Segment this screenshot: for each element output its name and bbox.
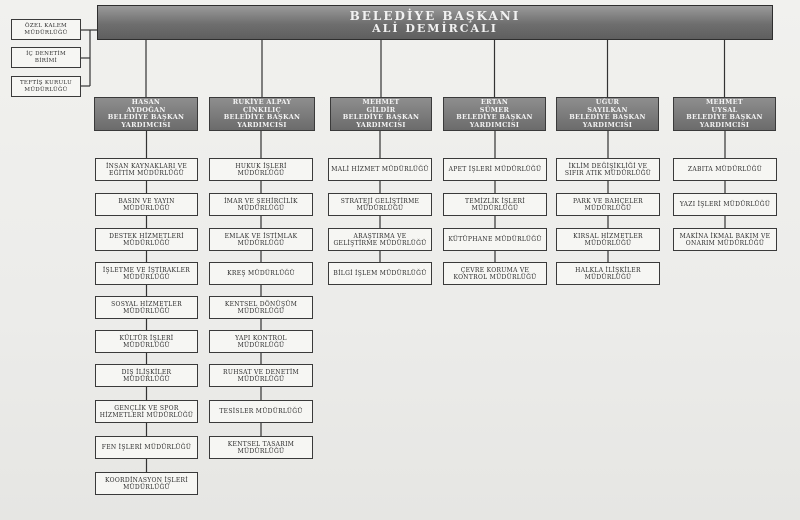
mayor-box[interactable] bbox=[97, 5, 773, 40]
unit-box[interactable]: KENTSEL DÖNÜŞÜM MÜDÜRLÜĞÜ bbox=[209, 296, 313, 319]
unit-box[interactable]: TESİSLER MÜDÜRLÜĞÜ bbox=[209, 400, 313, 423]
unit-box[interactable]: HUKUK İŞLERİ MÜDÜRLÜĞÜ bbox=[209, 158, 313, 181]
unit-box[interactable]: TEMİZLİK İŞLERİ MÜDÜRLÜĞÜ bbox=[443, 193, 547, 216]
unit-box[interactable]: EMLAK VE İSTİMLAK MÜDÜRLÜĞÜ bbox=[209, 228, 313, 251]
unit-box[interactable]: BASIN VE YAYIN MÜDÜRLÜĞÜ bbox=[95, 193, 198, 216]
unit-box[interactable]: KÜTÜPHANE MÜDÜRLÜĞÜ bbox=[443, 228, 547, 251]
unit-box[interactable]: DESTEK HİZMETLERİ MÜDÜRLÜĞÜ bbox=[95, 228, 198, 251]
unit-box[interactable]: DIŞ İLİŞKİLER MÜDÜRLÜĞÜ bbox=[95, 364, 198, 387]
unit-box[interactable]: GENÇLİK VE SPOR HİZMETLERİ MÜDÜRLÜĞÜ bbox=[95, 400, 198, 423]
unit-box[interactable]: FEN İŞLERİ MÜDÜRLÜĞÜ bbox=[95, 436, 198, 459]
deputy-box-1[interactable]: HASAN AYDOĞAN BELEDİYE BAŞKAN YARDIMCISI bbox=[94, 97, 198, 131]
unit-box[interactable]: İMAR VE ŞEHİRCİLİK MÜDÜRLÜĞÜ bbox=[209, 193, 313, 216]
deputy-box-5[interactable]: UĞUR SAYILKAN BELEDİYE BAŞKAN YARDIMCISI bbox=[556, 97, 659, 131]
staff-unit-ozel-kalem[interactable]: ÖZEL KALEM MÜDÜRLÜĞÜ bbox=[11, 19, 81, 40]
unit-box[interactable]: APET İŞLERİ MÜDÜRLÜĞÜ bbox=[443, 158, 547, 181]
unit-box[interactable]: KREŞ MÜDÜRLÜĞÜ bbox=[209, 262, 313, 285]
unit-box[interactable]: ÇEVRE KORUMA VE KONTROL MÜDÜRLÜĞÜ bbox=[443, 262, 547, 285]
mayor-title: BELEDİYE BAŞKANI bbox=[349, 9, 521, 23]
unit-box[interactable]: STRATEJİ GELİŞTİRME MÜDÜRLÜĞÜ bbox=[328, 193, 432, 216]
staff-unit-ic-denetim[interactable]: İÇ DENETİM BİRİMİ bbox=[11, 47, 81, 68]
unit-box[interactable]: MAKİNA İKMAL BAKIM VE ONARIM MÜDÜRLÜĞÜ bbox=[673, 228, 777, 251]
unit-box[interactable]: YAPI KONTROL MÜDÜRLÜĞÜ bbox=[209, 330, 313, 353]
unit-box[interactable]: BİLGİ İŞLEM MÜDÜRLÜĞÜ bbox=[328, 262, 432, 285]
staff-unit-teftis-kurulu[interactable]: TEFTİŞ KURULU MÜDÜRLÜĞÜ bbox=[11, 76, 81, 97]
unit-box[interactable]: KIRSAL HİZMETLER MÜDÜRLÜĞÜ bbox=[556, 228, 660, 251]
unit-box[interactable]: İKLİM DEĞİŞİKLİĞİ VE SIFIR ATIK MÜDÜRLÜĞÜ bbox=[556, 158, 660, 181]
mayor-name: ALİ DEMİRCALI bbox=[372, 22, 498, 35]
deputy-box-6[interactable]: MEHMET UYSAL BELEDİYE BAŞKAN YARDIMCISI bbox=[673, 97, 776, 131]
unit-box[interactable]: İŞLETME VE İŞTİRAKLER MÜDÜRLÜĞÜ bbox=[95, 262, 198, 285]
unit-box[interactable]: KÜLTÜR İŞLERİ MÜDÜRLÜĞÜ bbox=[95, 330, 198, 353]
unit-box[interactable]: İNSAN KAYNAKLARI VE EĞİTİM MÜDÜRLÜĞÜ bbox=[95, 158, 198, 181]
unit-box[interactable]: SOSYAL HİZMETLER MÜDÜRLÜĞÜ bbox=[95, 296, 198, 319]
unit-box[interactable]: ARAŞTIRMA VE GELİŞTİRME MÜDÜRLÜĞÜ bbox=[328, 228, 432, 251]
deputy-box-2[interactable]: RUKİYE ALPAY ÇİNKILIÇ BELEDİYE BAŞKAN YARDIMCISI bbox=[209, 97, 315, 131]
deputy-box-3[interactable]: MEHMET GİLDİR BELEDİYE BAŞKAN YARDIMCISI bbox=[330, 97, 432, 131]
unit-box[interactable]: MALİ HİZMET MÜDÜRLÜĞÜ bbox=[328, 158, 432, 181]
unit-box[interactable]: HALKLA İLİŞKİLER MÜDÜRLÜĞÜ bbox=[556, 262, 660, 285]
unit-box[interactable]: KENTSEL TASARIM MÜDÜRLÜĞÜ bbox=[209, 436, 313, 459]
unit-box[interactable]: KOORDİNASYON İŞLERİ MÜDÜRLÜĞÜ bbox=[95, 472, 198, 495]
unit-box[interactable]: PARK VE BAHÇELER MÜDÜRLÜĞÜ bbox=[556, 193, 660, 216]
unit-box[interactable]: ZABITA MÜDÜRLÜĞÜ bbox=[673, 158, 777, 181]
unit-box[interactable]: RUHSAT VE DENETİM MÜDÜRLÜĞÜ bbox=[209, 364, 313, 387]
unit-box[interactable]: YAZI İŞLERİ MÜDÜRLÜĞÜ bbox=[673, 193, 777, 216]
deputy-box-4[interactable]: ERTAN SÜMER BELEDİYE BAŞKAN YARDIMCISI bbox=[443, 97, 546, 131]
